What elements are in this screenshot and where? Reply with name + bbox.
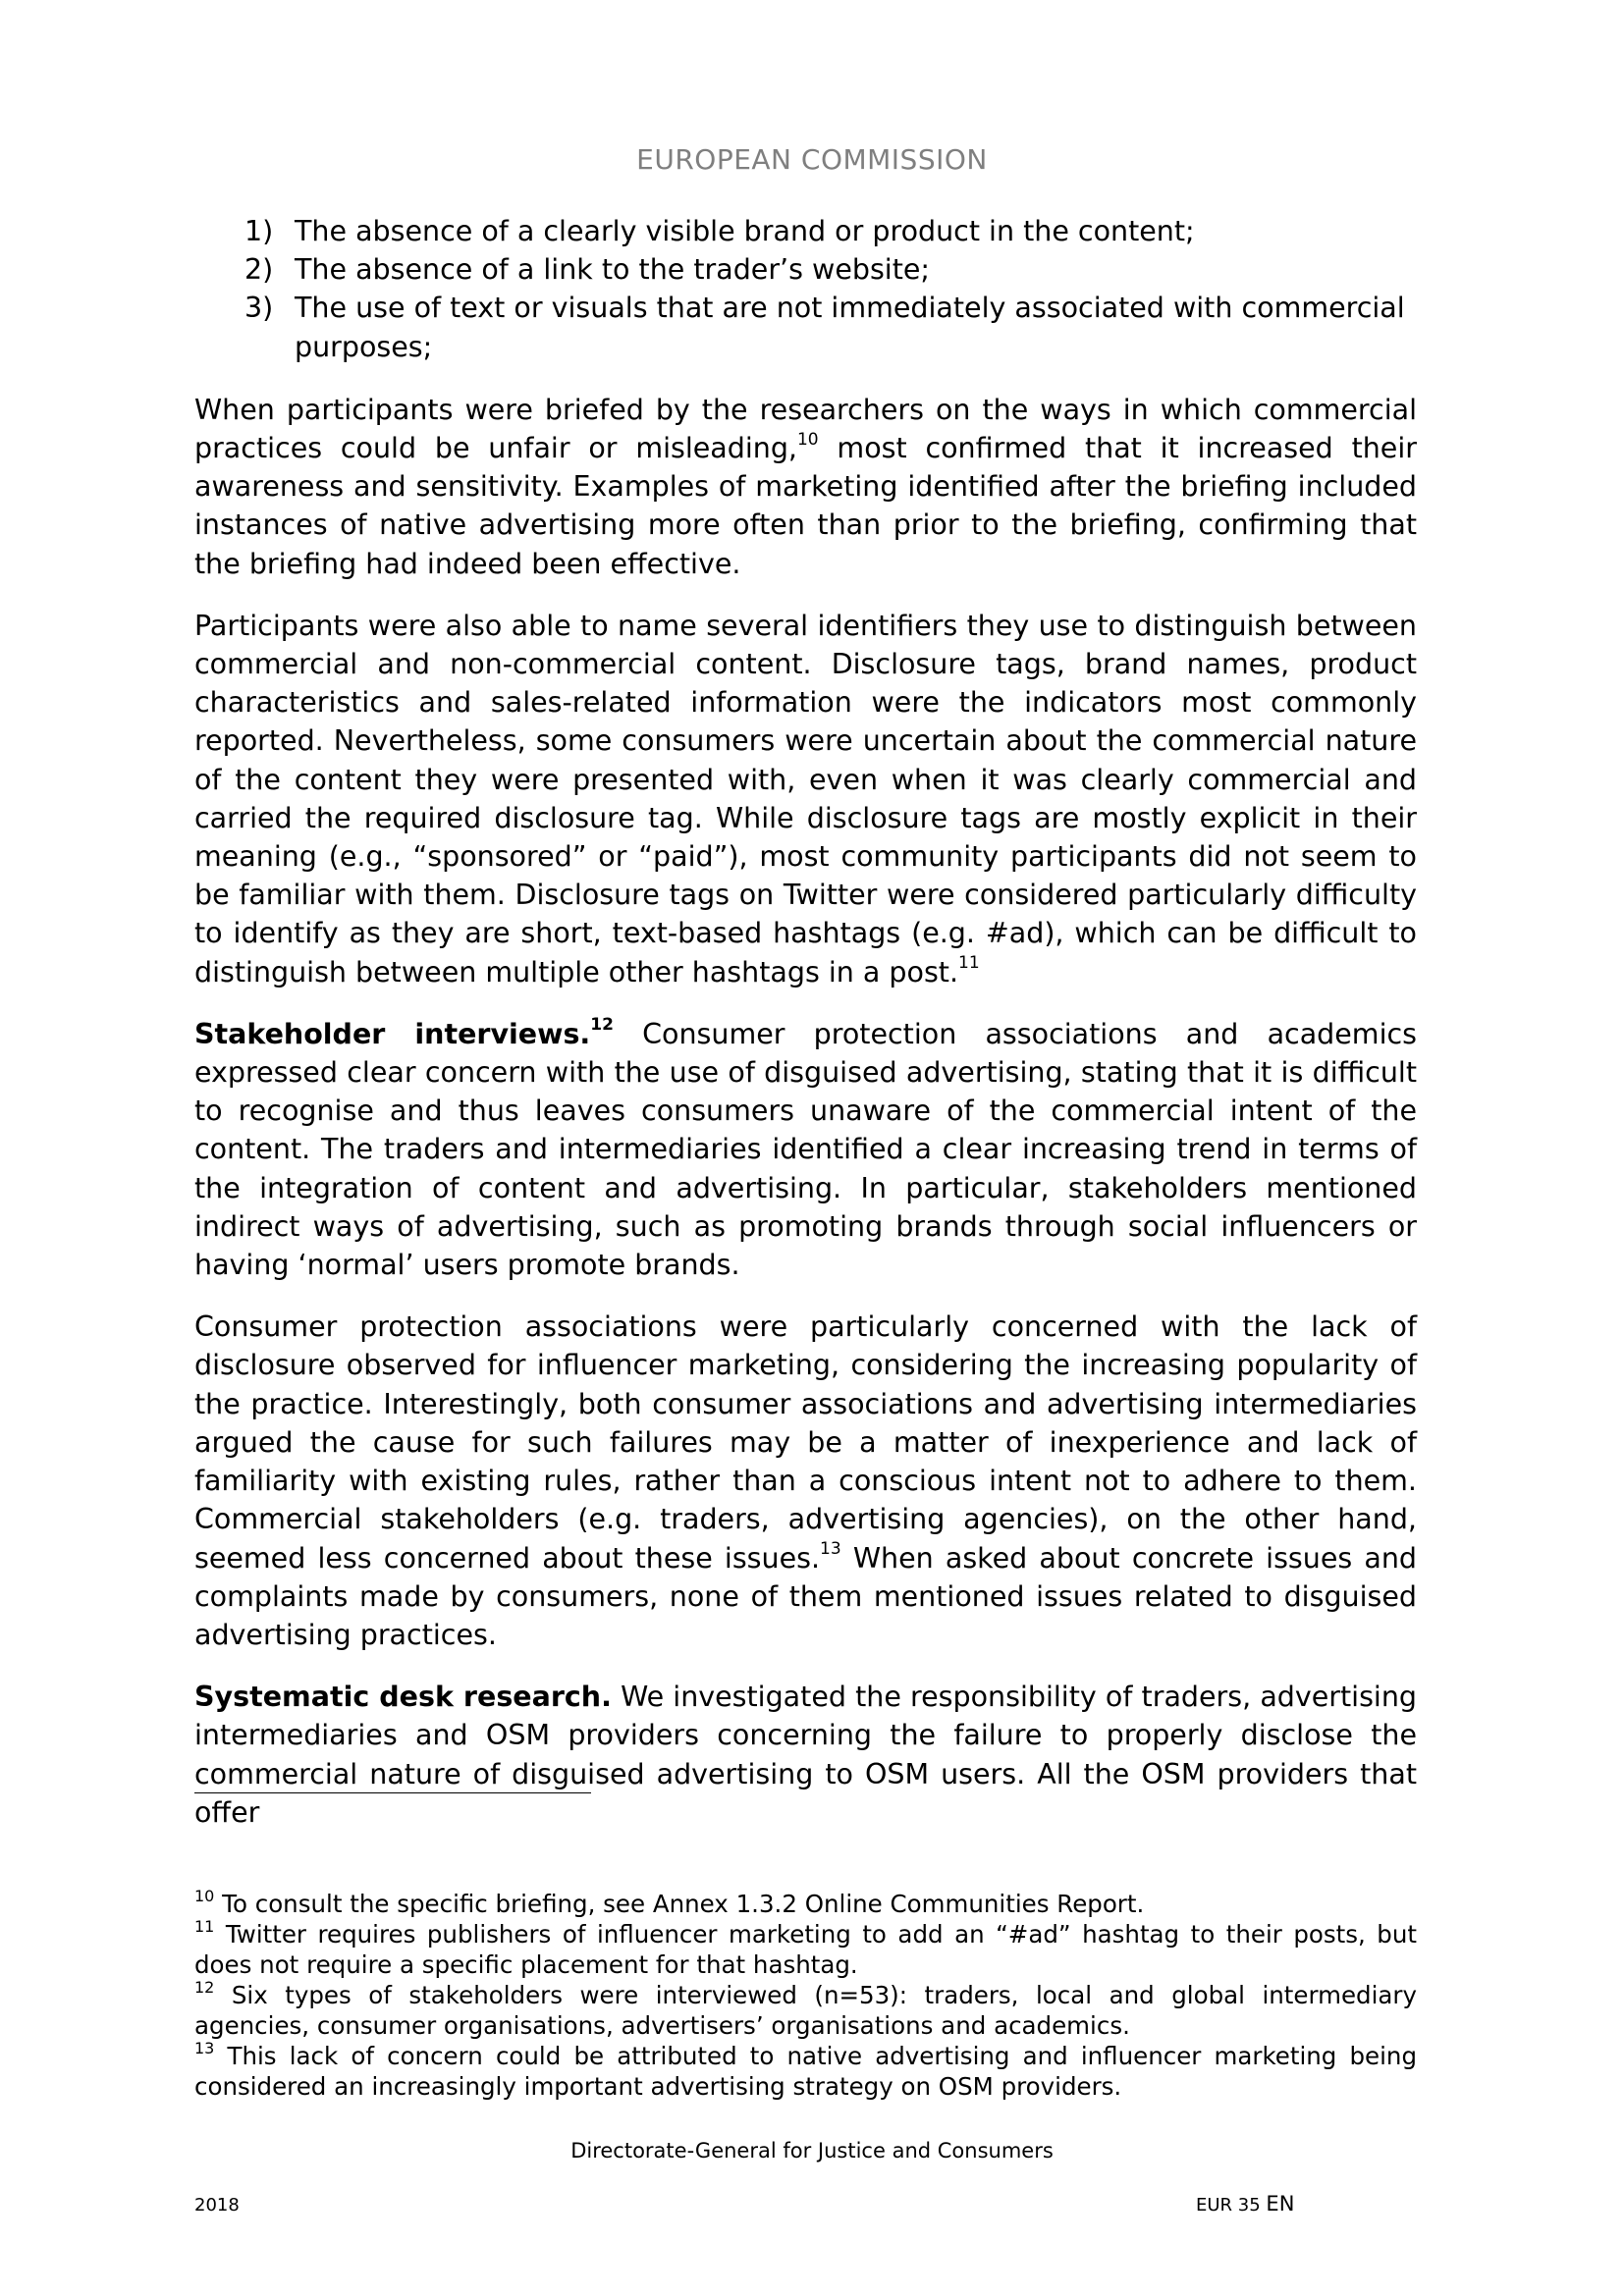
paragraph-text: When asked about concrete issues and complaints made by consumers, none of them mentioned issues related to disguised advertising practices. <box>194 1541 1417 1651</box>
footnote-ref[interactable]: 11 <box>958 953 980 974</box>
numbered-list <box>194 212 1417 366</box>
paragraph-desk-research <box>194 1678 1417 1832</box>
list-item-text: The absence of a link to the trader’s website; <box>295 253 931 287</box>
main-content <box>194 212 1417 1855</box>
footer-year: 2018 <box>194 2195 240 2216</box>
list-item <box>194 289 1417 365</box>
footnote-number: 10 <box>194 1886 215 1905</box>
footnote <box>194 1886 1417 1919</box>
paragraph-text: Participants were also able to name several identifiers they use to distinguish between commercial and non-commercial content. Disclosure tags, brand names, product characteristics and sales-related information were the indicators most commonly reported. Nevertheless, some consumers were uncertain about the commercial nature of the content they were presented with, even when it was clearly commercial and carried the required disclosure tag. While disclosure tags are mostly explicit in their meaning (e.g., “sponsored” or “paid”), most community participants did not seem to be familiar with them. Disclosure tags on Twitter were considered particularly difficulty to identify as they are short, text-based hashtags (e.g. #ad), which can be difficult to distinguish between multiple other hashtags in a post. <box>194 609 1417 988</box>
footer-department: Directorate-General for Justice and Consumers <box>570 2139 1054 2163</box>
footnote <box>194 1916 1417 1980</box>
footnote <box>194 1977 1417 2041</box>
list-item-number: 2) <box>244 253 274 287</box>
footnotes <box>194 1886 1417 2102</box>
footnote-ref[interactable]: 12 <box>590 1015 614 1036</box>
footnote-text: Six types of stakeholders were interviewed (n=53): traders, local and global intermediary agencies, consumer organisations, advertisers’ organisations and academics. <box>194 1981 1417 2040</box>
footnote-number: 11 <box>194 1916 215 1936</box>
paragraph-consumer-protection <box>194 1308 1417 1654</box>
list-item-text: The use of text or visuals that are not immediately associated with commercial purposes; <box>295 292 1405 363</box>
list-item-text: The absence of a clearly visible brand or product in the content; <box>295 215 1195 247</box>
section-heading: Stakeholder interviews. <box>194 1017 591 1050</box>
list-item-number: 3) <box>244 292 274 325</box>
list-item-number: 1) <box>244 215 274 247</box>
footnote-number: 13 <box>194 2038 215 2057</box>
footnote-ref[interactable]: 10 <box>796 429 819 450</box>
footnote-text: Twitter requires publishers of influencer marketing to add an “#ad” hashtag to their posts, but does not require a specific placement for that hashtag. <box>194 1920 1417 1979</box>
paragraph-text: Consumer protection associations and academics expressed clear concern with the use of disguised advertising, stating that it is difficult to recognise and thus leaves consumers unaware of the commercial intent of the content. The traders and intermediaries identified a clear increasing trend in terms of the integration of content and advertising. In particular, stakeholders mentioned indirect ways of advertising, such as promoting brands through social influencers or having ‘normal’ users promote brands. <box>194 1017 1418 1282</box>
paragraph-briefing <box>194 391 1417 583</box>
footer-reference <box>1196 2192 1294 2216</box>
footnote-divider <box>194 1792 591 1793</box>
footnote-text: To consult the specific briefing, see Annex 1.3.2 Online Communities Report. <box>214 1890 1145 1918</box>
footnote-text: This lack of concern could be attributed to native advertising and influencer marketing being considered an increasingly important advertising strategy on OSM providers. <box>194 2042 1417 2101</box>
paragraph-text: When participants were briefed by the researchers on the ways in which commercial practices could be unfair or misleading, <box>194 393 1417 465</box>
list-item <box>194 212 1417 250</box>
list-item <box>194 250 1417 289</box>
footer-ref-code: EUR 35 <box>1196 2195 1261 2216</box>
paragraph-stakeholder-interviews <box>194 1015 1417 1284</box>
page-header: EUROPEAN COMMISSION <box>636 143 988 176</box>
footnote <box>194 2038 1417 2102</box>
paragraph-identifiers <box>194 607 1417 991</box>
paragraph-text: most confirmed that it increased their awareness and sensitivity. Examples of marketing identified after the briefing included instances of native advertising more often than prior to the briefing, confirming that the briefing had indeed been effective. <box>194 432 1417 580</box>
footnote-number: 12 <box>194 1977 215 1997</box>
paragraph-text: Consumer protection associations were particularly concerned with the lack of disclosure observed for influencer marketing, considering the increasing popularity of the practice. Interestingly, both consumer associations and advertising intermediaries argued the cause for such failures may be a matter of inexperience and lack of familiarity with existing rules, rather than a conscious intent not to adhere to them. Commercial stakeholders (e.g. traders, advertising agencies), on the other hand, seemed less concerned about these issues. <box>194 1310 1417 1575</box>
paragraph-text: We investigated the responsibility of traders, advertising intermediaries and OSM providers concerning the failure to properly disclose the commercial nature of disguised advertising to OSM users. All the OSM providers that offer <box>194 1681 1417 1829</box>
section-heading: Systematic desk research. <box>194 1681 612 1714</box>
footnote-ref[interactable]: 13 <box>820 1539 841 1559</box>
footer-language: EN <box>1266 2192 1295 2216</box>
